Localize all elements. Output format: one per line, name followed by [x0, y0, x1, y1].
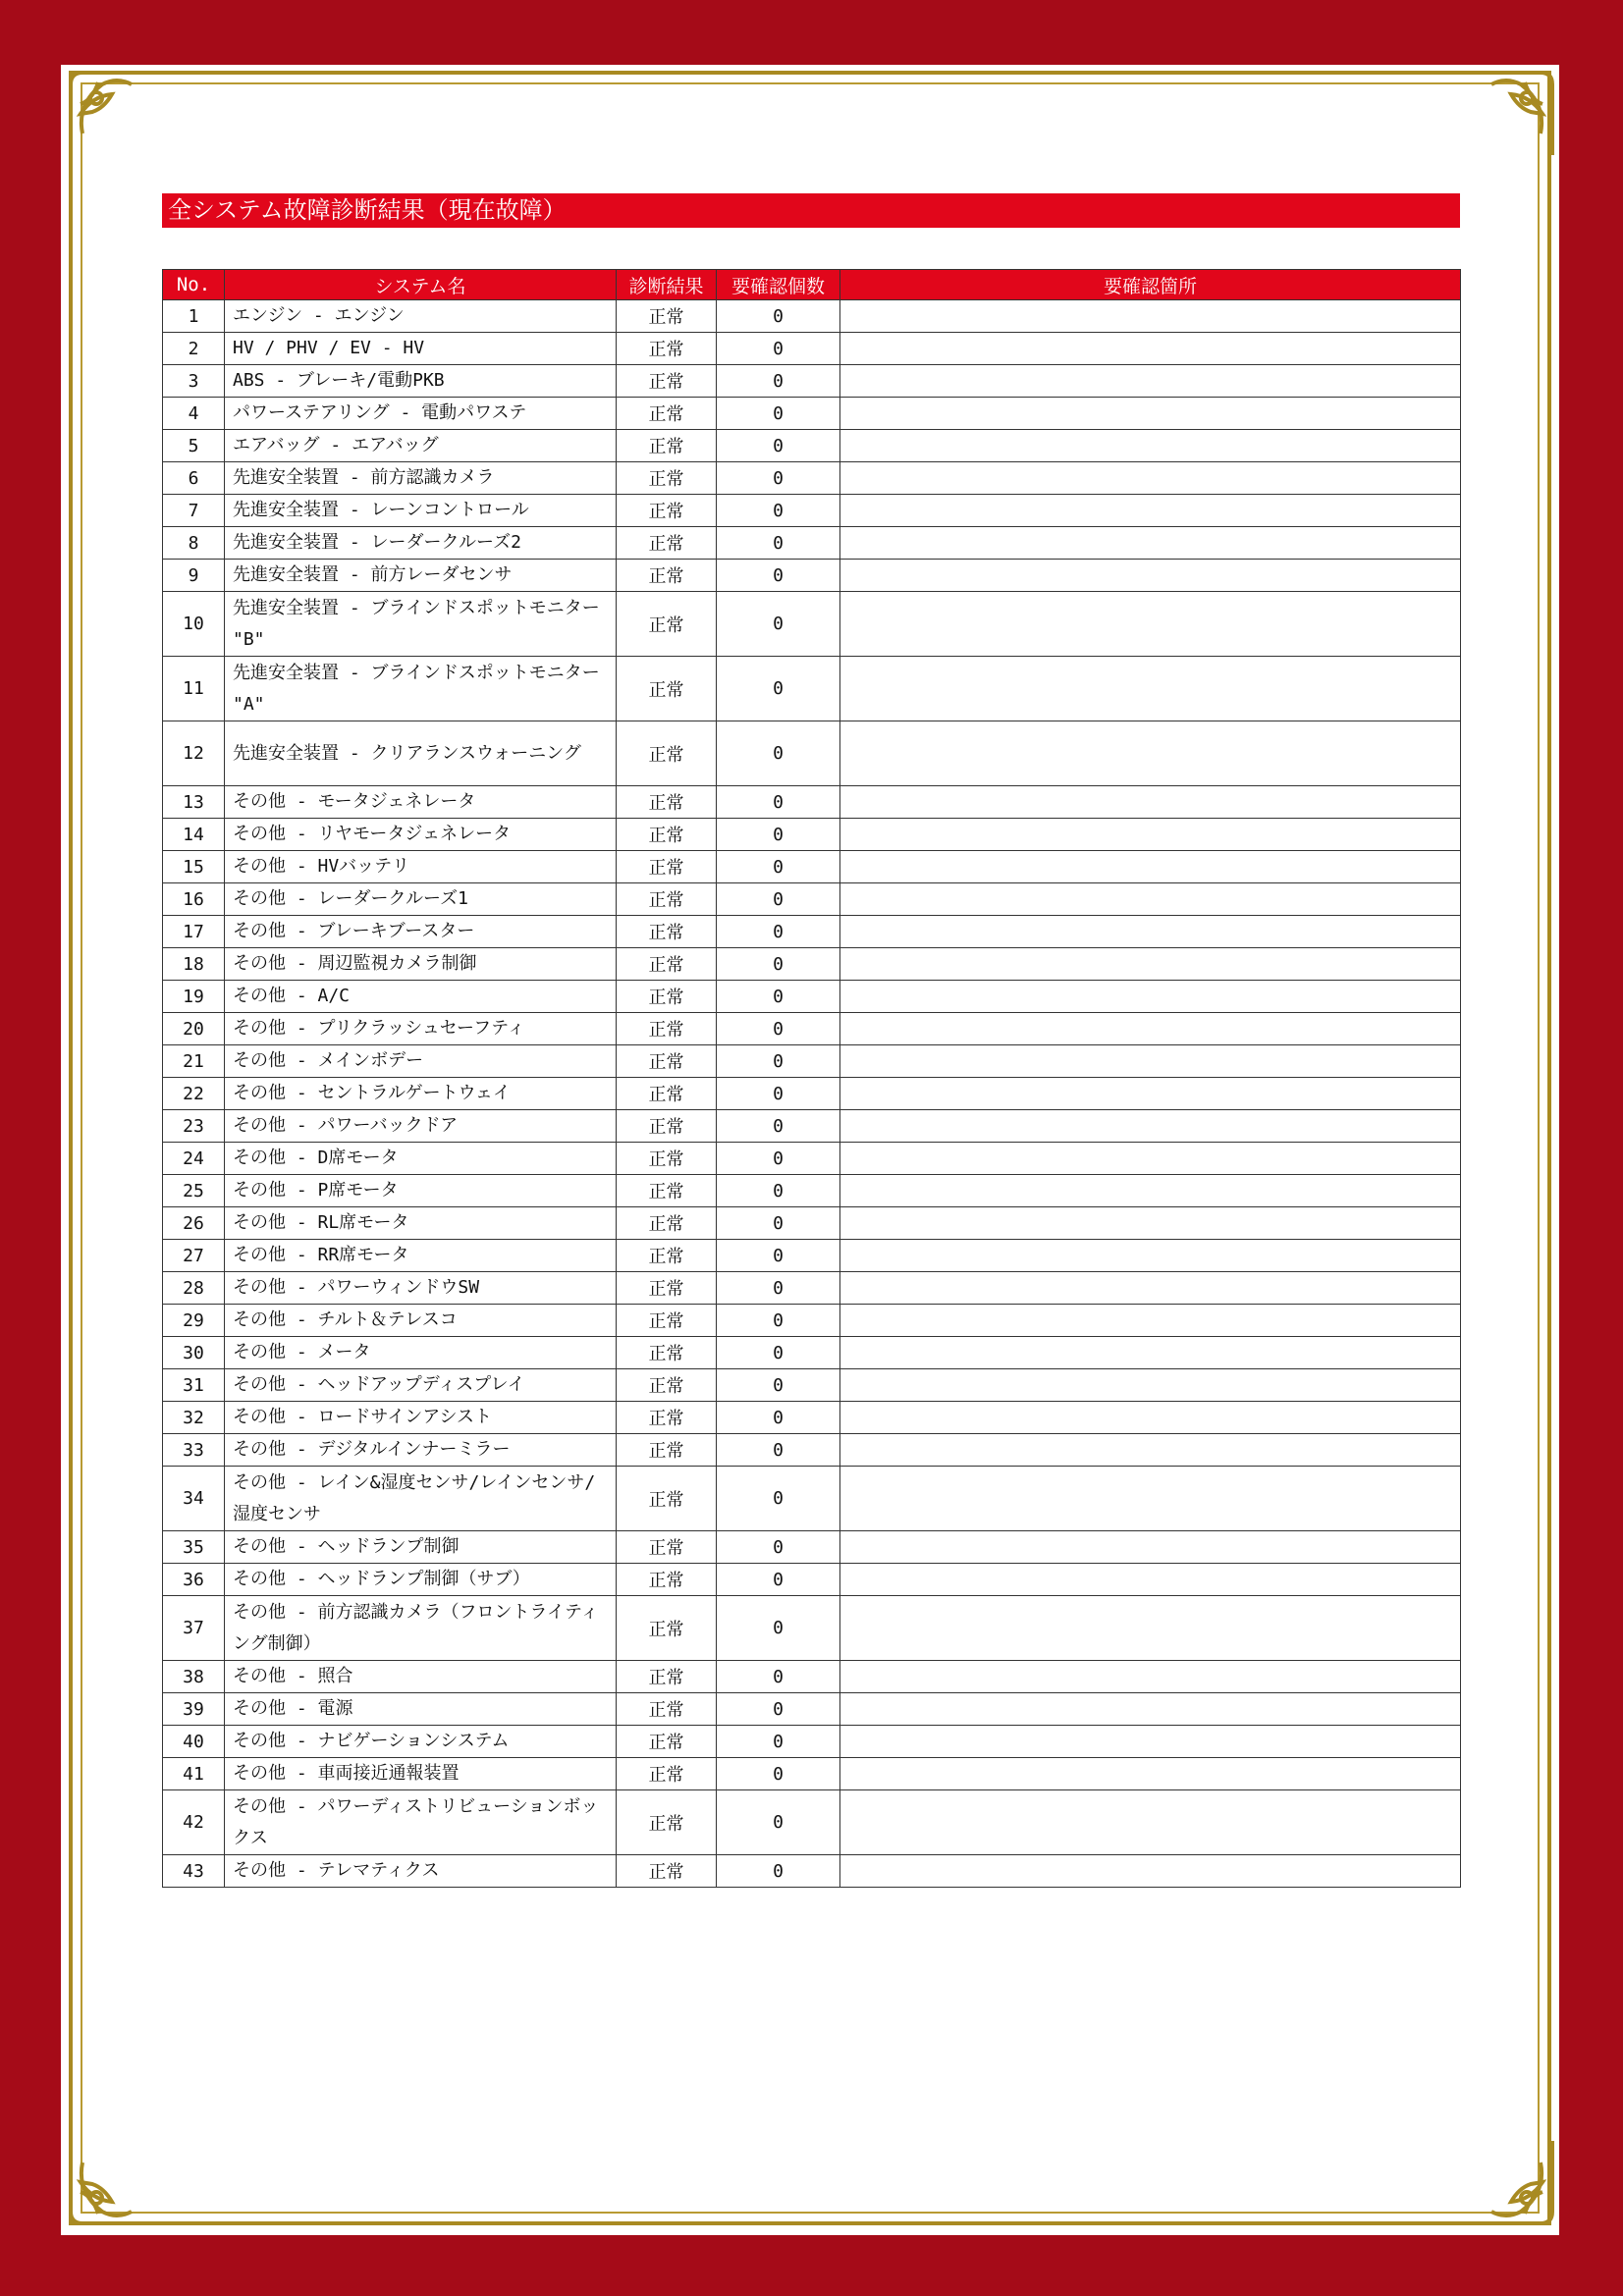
count-cell: 0 — [717, 430, 840, 462]
location-cell — [840, 1758, 1461, 1790]
table-row — [163, 300, 1461, 333]
result-cell: 正常 — [617, 1143, 717, 1175]
count-cell: 0 — [717, 916, 840, 948]
table-row — [163, 1531, 1461, 1564]
row-number: 27 — [163, 1240, 225, 1272]
row-number: 1 — [163, 300, 225, 333]
system-name-cell: その他 - HVバッテリ — [225, 851, 617, 883]
table-row — [163, 1207, 1461, 1240]
row-number: 8 — [163, 527, 225, 560]
row-number: 3 — [163, 365, 225, 398]
table-row — [163, 1596, 1461, 1661]
system-name-cell: エンジン - エンジン — [225, 300, 617, 333]
result-cell: 正常 — [617, 1369, 717, 1402]
location-cell — [840, 1790, 1461, 1855]
count-cell: 0 — [717, 1693, 840, 1726]
location-cell — [840, 1402, 1461, 1434]
system-name-cell: その他 - レイン&湿度センサ/レインセンサ/湿度センサ — [225, 1467, 617, 1531]
table-row — [163, 948, 1461, 981]
row-number: 33 — [163, 1434, 225, 1467]
location-cell — [840, 1855, 1461, 1888]
location-cell — [840, 948, 1461, 981]
table-row — [163, 1143, 1461, 1175]
table-row — [163, 1078, 1461, 1110]
result-cell: 正常 — [617, 1726, 717, 1758]
count-cell: 0 — [717, 1013, 840, 1045]
system-name-cell: その他 - モータジェネレータ — [225, 786, 617, 819]
system-name-cell: 先進安全装置 - レーダークルーズ2 — [225, 527, 617, 560]
row-number: 38 — [163, 1661, 225, 1693]
table-row — [163, 592, 1461, 657]
table-row — [163, 1337, 1461, 1369]
result-cell: 正常 — [617, 1110, 717, 1143]
header-no: No. — [163, 270, 225, 300]
system-name-cell: その他 - ヘッドランプ制御（サブ） — [225, 1564, 617, 1596]
location-cell — [840, 883, 1461, 916]
table-row — [163, 430, 1461, 462]
system-name-cell: その他 - ロードサインアシスト — [225, 1402, 617, 1434]
location-cell — [840, 1110, 1461, 1143]
row-number: 28 — [163, 1272, 225, 1305]
location-cell — [840, 1434, 1461, 1467]
system-name-cell: その他 - ブレーキブースター — [225, 916, 617, 948]
result-cell: 正常 — [617, 398, 717, 430]
system-name-cell: その他 - 車両接近通報装置 — [225, 1758, 617, 1790]
count-cell: 0 — [717, 398, 840, 430]
result-cell: 正常 — [617, 948, 717, 981]
table-row — [163, 1726, 1461, 1758]
count-cell: 0 — [717, 560, 840, 592]
row-number: 30 — [163, 1337, 225, 1369]
row-number: 41 — [163, 1758, 225, 1790]
location-cell — [840, 495, 1461, 527]
result-cell: 正常 — [617, 721, 717, 786]
result-cell: 正常 — [617, 1467, 717, 1531]
row-number: 42 — [163, 1790, 225, 1855]
ornament-corner-icon — [63, 2133, 161, 2231]
row-number: 35 — [163, 1531, 225, 1564]
system-name-cell: その他 - RR席モータ — [225, 1240, 617, 1272]
location-cell — [840, 1078, 1461, 1110]
table-row — [163, 1272, 1461, 1305]
table-row — [163, 1013, 1461, 1045]
location-cell — [840, 981, 1461, 1013]
table-row — [163, 883, 1461, 916]
count-cell: 0 — [717, 365, 840, 398]
location-cell — [840, 786, 1461, 819]
row-number: 37 — [163, 1596, 225, 1661]
system-name-cell: 先進安全装置 - レーンコントロール — [225, 495, 617, 527]
location-cell — [840, 1596, 1461, 1661]
count-cell: 0 — [717, 786, 840, 819]
count-cell: 0 — [717, 657, 840, 721]
table-row — [163, 333, 1461, 365]
ornament-corner-icon — [1462, 65, 1560, 163]
location-cell — [840, 1045, 1461, 1078]
result-cell: 正常 — [617, 592, 717, 657]
location-cell — [840, 819, 1461, 851]
count-cell: 0 — [717, 1564, 840, 1596]
table-row — [163, 1467, 1461, 1531]
table-row — [163, 1110, 1461, 1143]
count-cell: 0 — [717, 819, 840, 851]
table-row — [163, 1693, 1461, 1726]
system-name-cell: その他 - 照合 — [225, 1661, 617, 1693]
system-name-cell: その他 - レーダークルーズ1 — [225, 883, 617, 916]
diagnosis-table — [162, 269, 1461, 1888]
location-cell — [840, 1175, 1461, 1207]
count-cell: 0 — [717, 1272, 840, 1305]
count-cell: 0 — [717, 1531, 840, 1564]
system-name-cell: その他 - RL席モータ — [225, 1207, 617, 1240]
result-cell: 正常 — [617, 916, 717, 948]
location-cell — [840, 1240, 1461, 1272]
row-number: 24 — [163, 1143, 225, 1175]
result-cell: 正常 — [617, 365, 717, 398]
count-cell: 0 — [717, 851, 840, 883]
location-cell — [840, 398, 1461, 430]
result-cell: 正常 — [617, 527, 717, 560]
system-name-cell: その他 - パワーバックドア — [225, 1110, 617, 1143]
result-cell: 正常 — [617, 657, 717, 721]
system-name-cell: その他 - リヤモータジェネレータ — [225, 819, 617, 851]
row-number: 13 — [163, 786, 225, 819]
result-cell: 正常 — [617, 1013, 717, 1045]
table-row — [163, 398, 1461, 430]
row-number: 9 — [163, 560, 225, 592]
system-name-cell: その他 - ヘッドランプ制御 — [225, 1531, 617, 1564]
row-number: 34 — [163, 1467, 225, 1531]
system-name-cell: その他 - P席モータ — [225, 1175, 617, 1207]
location-cell — [840, 1726, 1461, 1758]
result-cell: 正常 — [617, 883, 717, 916]
location-cell — [840, 1369, 1461, 1402]
result-cell: 正常 — [617, 1240, 717, 1272]
row-number: 36 — [163, 1564, 225, 1596]
count-cell: 0 — [717, 1078, 840, 1110]
count-cell: 0 — [717, 1143, 840, 1175]
result-cell: 正常 — [617, 1564, 717, 1596]
count-cell: 0 — [717, 1207, 840, 1240]
system-name-cell: その他 - A/C — [225, 981, 617, 1013]
header-count: 要確認個数 — [717, 270, 840, 300]
system-name-cell: その他 - 前方認識カメラ（フロントライティング制御） — [225, 1596, 617, 1661]
system-name-cell: その他 - ヘッドアップディスプレイ — [225, 1369, 617, 1402]
table-row — [163, 365, 1461, 398]
count-cell: 0 — [717, 1726, 840, 1758]
report-title: 全システム故障診断結果（現在故障） — [162, 193, 1460, 228]
row-number: 15 — [163, 851, 225, 883]
row-number: 16 — [163, 883, 225, 916]
location-cell — [840, 1207, 1461, 1240]
row-number: 22 — [163, 1078, 225, 1110]
table-row — [163, 981, 1461, 1013]
row-number: 19 — [163, 981, 225, 1013]
location-cell — [840, 721, 1461, 786]
system-name-cell: 先進安全装置 - ブラインドスポットモニター "A" — [225, 657, 617, 721]
row-number: 7 — [163, 495, 225, 527]
table-row — [163, 1240, 1461, 1272]
result-cell: 正常 — [617, 1272, 717, 1305]
result-cell: 正常 — [617, 1434, 717, 1467]
count-cell: 0 — [717, 1369, 840, 1402]
table-row — [163, 1402, 1461, 1434]
system-name-cell: その他 - チルト＆テレスコ — [225, 1305, 617, 1337]
table-row — [163, 495, 1461, 527]
count-cell: 0 — [717, 333, 840, 365]
location-cell — [840, 916, 1461, 948]
location-cell — [840, 851, 1461, 883]
count-cell: 0 — [717, 981, 840, 1013]
system-name-cell: 先進安全装置 - 前方レーダセンサ — [225, 560, 617, 592]
result-cell: 正常 — [617, 1402, 717, 1434]
system-name-cell: その他 - テレマティクス — [225, 1855, 617, 1888]
row-number: 32 — [163, 1402, 225, 1434]
result-cell: 正常 — [617, 1855, 717, 1888]
row-number: 10 — [163, 592, 225, 657]
row-number: 12 — [163, 721, 225, 786]
row-number: 25 — [163, 1175, 225, 1207]
result-cell: 正常 — [617, 1045, 717, 1078]
count-cell: 0 — [717, 721, 840, 786]
location-cell — [840, 462, 1461, 495]
count-cell: 0 — [717, 1305, 840, 1337]
row-number: 17 — [163, 916, 225, 948]
row-number: 14 — [163, 819, 225, 851]
system-name-cell: HV / PHV / EV - HV — [225, 333, 617, 365]
system-name-cell: その他 - メインボデー — [225, 1045, 617, 1078]
table-row — [163, 786, 1461, 819]
ornament-corner-icon — [1462, 2133, 1560, 2231]
result-cell: 正常 — [617, 1207, 717, 1240]
system-name-cell: その他 - セントラルゲートウェイ — [225, 1078, 617, 1110]
result-cell: 正常 — [617, 333, 717, 365]
row-number: 40 — [163, 1726, 225, 1758]
count-cell: 0 — [717, 883, 840, 916]
location-cell — [840, 1013, 1461, 1045]
row-number: 39 — [163, 1693, 225, 1726]
table-row — [163, 560, 1461, 592]
row-number: 29 — [163, 1305, 225, 1337]
system-name-cell: その他 - D席モータ — [225, 1143, 617, 1175]
location-cell — [840, 1693, 1461, 1726]
row-number: 21 — [163, 1045, 225, 1078]
header-system-name: システム名 — [225, 270, 617, 300]
system-name-cell: 先進安全装置 - クリアランスウォーニング — [225, 721, 617, 786]
system-name-cell: その他 - メータ — [225, 1337, 617, 1369]
table-row — [163, 1305, 1461, 1337]
table-row — [163, 1661, 1461, 1693]
location-cell — [840, 527, 1461, 560]
location-cell — [840, 1531, 1461, 1564]
location-cell — [840, 430, 1461, 462]
row-number: 26 — [163, 1207, 225, 1240]
count-cell: 0 — [717, 462, 840, 495]
table-row — [163, 1175, 1461, 1207]
result-cell: 正常 — [617, 1758, 717, 1790]
system-name-cell: その他 - 周辺監視カメラ制御 — [225, 948, 617, 981]
count-cell: 0 — [717, 1175, 840, 1207]
system-name-cell: その他 - ナビゲーションシステム — [225, 1726, 617, 1758]
result-cell: 正常 — [617, 1693, 717, 1726]
system-name-cell: ABS - ブレーキ/電動PKB — [225, 365, 617, 398]
table-row — [163, 721, 1461, 786]
location-cell — [840, 365, 1461, 398]
count-cell: 0 — [717, 1855, 840, 1888]
result-cell: 正常 — [617, 495, 717, 527]
system-name-cell: その他 - パワーウィンドウSW — [225, 1272, 617, 1305]
system-name-cell: その他 - デジタルインナーミラー — [225, 1434, 617, 1467]
count-cell: 0 — [717, 1596, 840, 1661]
result-cell: 正常 — [617, 786, 717, 819]
count-cell: 0 — [717, 1045, 840, 1078]
location-cell — [840, 1337, 1461, 1369]
system-name-cell: エアバッグ - エアバッグ — [225, 430, 617, 462]
location-cell — [840, 333, 1461, 365]
count-cell: 0 — [717, 1240, 840, 1272]
table-row — [163, 1758, 1461, 1790]
location-cell — [840, 300, 1461, 333]
result-cell: 正常 — [617, 981, 717, 1013]
result-cell: 正常 — [617, 1305, 717, 1337]
system-name-cell: 先進安全装置 - 前方認識カメラ — [225, 462, 617, 495]
system-name-cell: その他 - プリクラッシュセーフティ — [225, 1013, 617, 1045]
location-cell — [840, 1272, 1461, 1305]
system-name-cell: その他 - パワーディストリビューションボックス — [225, 1790, 617, 1855]
result-cell: 正常 — [617, 1175, 717, 1207]
table-row — [163, 819, 1461, 851]
location-cell — [840, 657, 1461, 721]
table-row — [163, 1045, 1461, 1078]
row-number: 20 — [163, 1013, 225, 1045]
result-cell: 正常 — [617, 300, 717, 333]
location-cell — [840, 1143, 1461, 1175]
location-cell — [840, 1564, 1461, 1596]
result-cell: 正常 — [617, 1078, 717, 1110]
table-row — [163, 1434, 1461, 1467]
location-cell — [840, 1661, 1461, 1693]
result-cell: 正常 — [617, 1531, 717, 1564]
table-header-row — [163, 270, 1461, 300]
table-row — [163, 1790, 1461, 1855]
location-cell — [840, 560, 1461, 592]
table-row — [163, 527, 1461, 560]
row-number: 6 — [163, 462, 225, 495]
table-row — [163, 462, 1461, 495]
result-cell: 正常 — [617, 560, 717, 592]
result-cell: 正常 — [617, 1661, 717, 1693]
system-name-cell: 先進安全装置 - ブラインドスポットモニター "B" — [225, 592, 617, 657]
count-cell: 0 — [717, 300, 840, 333]
row-number: 23 — [163, 1110, 225, 1143]
row-number: 4 — [163, 398, 225, 430]
result-cell: 正常 — [617, 1790, 717, 1855]
location-cell — [840, 1467, 1461, 1531]
ornament-corner-icon — [63, 65, 161, 163]
table-row — [163, 1855, 1461, 1888]
row-number: 43 — [163, 1855, 225, 1888]
count-cell: 0 — [717, 1790, 840, 1855]
system-name-cell: パワーステアリング - 電動パワステ — [225, 398, 617, 430]
count-cell: 0 — [717, 1467, 840, 1531]
table-row — [163, 916, 1461, 948]
row-number: 31 — [163, 1369, 225, 1402]
result-cell: 正常 — [617, 462, 717, 495]
table-row — [163, 1369, 1461, 1402]
count-cell: 0 — [717, 495, 840, 527]
result-cell: 正常 — [617, 819, 717, 851]
row-number: 18 — [163, 948, 225, 981]
result-cell: 正常 — [617, 1337, 717, 1369]
result-cell: 正常 — [617, 430, 717, 462]
table-row — [163, 851, 1461, 883]
count-cell: 0 — [717, 1337, 840, 1369]
location-cell — [840, 1305, 1461, 1337]
header-result: 診断結果 — [617, 270, 717, 300]
row-number: 2 — [163, 333, 225, 365]
row-number: 11 — [163, 657, 225, 721]
count-cell: 0 — [717, 592, 840, 657]
count-cell: 0 — [717, 1661, 840, 1693]
count-cell: 0 — [717, 1434, 840, 1467]
count-cell: 0 — [717, 948, 840, 981]
system-name-cell: その他 - 電源 — [225, 1693, 617, 1726]
result-cell: 正常 — [617, 851, 717, 883]
count-cell: 0 — [717, 1402, 840, 1434]
table-row — [163, 657, 1461, 721]
location-cell — [840, 592, 1461, 657]
header-location: 要確認箇所 — [840, 270, 1461, 300]
count-cell: 0 — [717, 1758, 840, 1790]
row-number: 5 — [163, 430, 225, 462]
table-row — [163, 1564, 1461, 1596]
count-cell: 0 — [717, 1110, 840, 1143]
count-cell: 0 — [717, 527, 840, 560]
result-cell: 正常 — [617, 1596, 717, 1661]
